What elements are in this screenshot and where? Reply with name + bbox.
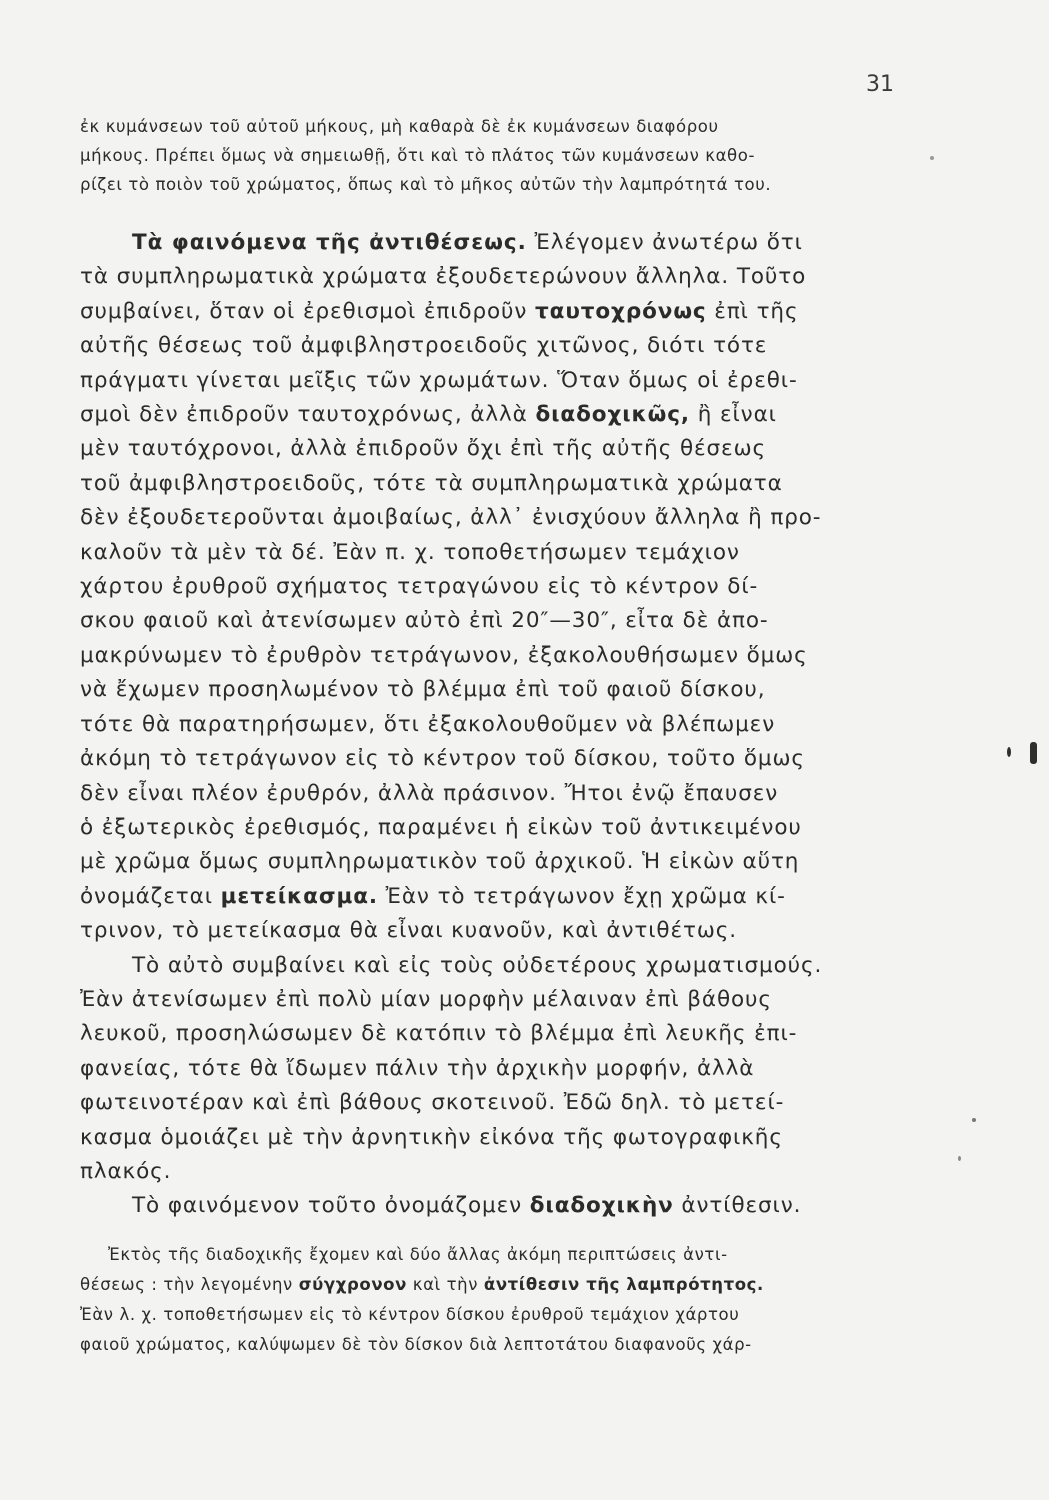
text-line: καλοῦν τὰ μὲν τὰ δέ. Ἐὰν π. χ. τοποθετήσωμεν τεμάχιον <box>80 539 740 565</box>
footnote <box>80 1240 920 1360</box>
text-line: δὲν ἐξουδετεροῦνται ἀμοιβαίως, ἀλλ᾽ ἐνισχύουν ἄλληλα ἢ προ- <box>80 505 822 531</box>
text-span: ὀνομάζεται <box>80 883 221 909</box>
text-span: ἢ εἶναι <box>689 402 777 428</box>
main-text <box>80 226 920 1224</box>
text-line: χάρτου ἐρυθροῦ σχήματος τετραγώνου εἰς τὸ κέντρον δί- <box>80 574 759 600</box>
page-number: 31 <box>866 72 894 97</box>
scan-speck <box>1007 747 1011 757</box>
text-span: συμβαίνει, ὅταν οἱ ἐρεθισμοὶ ἐπιδροῦν <box>80 298 536 324</box>
text-line <box>80 398 920 432</box>
section-heading-line <box>80 226 920 260</box>
text-line: φανείας, τότε θὰ ἴδωμεν πάλιν τὴν ἀρχικὴν μορφήν, ἀλλὰ <box>80 1055 755 1081</box>
emphasis-term: ταυτοχρόνως <box>535 298 707 324</box>
text-line: ρίζει τὸ ποιὸν τοῦ χρώματος, ὅπως καὶ τὸ μῆκος αὐτῶν τὴν λαμπρότητά του. <box>80 175 772 194</box>
intro-paragraph <box>80 112 920 199</box>
text-span: σμοὶ δὲν ἐπιδροῦν ταυτοχρόνως, ἀλλὰ <box>80 402 536 428</box>
scan-speck <box>930 156 934 160</box>
footnote-line: Ἐὰν λ. χ. τοποθετήσωμεν εἰς τὸ κέντρον δίσκου ἐρυθροῦ τεμάχιον χάρτου <box>80 1305 740 1324</box>
emphasis-term: μετείκασμα. <box>220 883 378 909</box>
text-line: πλακός. <box>80 1158 172 1184</box>
text-line: λευκοῦ, προσηλώσωμεν δὲ κατόπιν τὸ βλέμμα ἐπὶ λευκῆς ἐπι- <box>80 1021 798 1047</box>
text-line: ὁ ἐξωτερικὸς ἐρεθισμός, παραμένει ἡ εἰκὼν τοῦ ἀντικειμένου <box>80 814 802 840</box>
text-line: ἐκ κυμάνσεων τοῦ αὐτοῦ μήκους, μὴ καθαρὰ δὲ ἐκ κυμάνσεων διαφόρου <box>80 117 719 136</box>
scan-speck <box>958 1156 961 1161</box>
section-heading: Τὰ φαινόμενα τῆς ἀντιθέσεως. <box>132 230 527 255</box>
scan-speck <box>972 1118 976 1122</box>
footnote-line: φαιοῦ χρώματος, καλύψωμεν δὲ τὸν δίσκον διὰ λεπτοτάτου διαφανοῦς χάρ- <box>80 1335 752 1354</box>
text-line <box>80 295 920 329</box>
text-line: μήκους. Πρέπει ὅμως νὰ σημειωθῇ, ὅτι καὶ τὸ πλάτος τῶν κυμάνσεων καθο- <box>80 146 755 165</box>
text-line: τότε θὰ παρατηρήσωμεν, ὅτι ἐξακολουθοῦμεν νὰ βλέπωμεν <box>80 711 776 737</box>
text-line: σκου φαιοῦ καὶ ἀτενίσωμεν αὐτὸ ἐπὶ 20″—30″, εἶτα δὲ ἀπο- <box>80 608 769 634</box>
scan-speck <box>1030 742 1037 764</box>
text-line: αὐτῆς θέσεως τοῦ ἀμφιβληστροειδοῦς χιτῶνος, διότι τότε <box>80 333 768 359</box>
text-span: θέσεως : τὴν λεγομένην <box>80 1275 299 1294</box>
text-line: πράγματι γίνεται μεῖξις τῶν χρωμάτων. Ὅταν ὅμως οἱ ἐρεθι- <box>80 367 798 393</box>
text-line: τὰ συμπληρωματικὰ χρώματα ἐξουδετερώνουν ἄλληλα. Τοῦτο <box>80 264 807 290</box>
text-span: Τὸ φαινόμενον τοῦτο ὀνομάζομεν <box>132 1193 530 1219</box>
text-line: Ἐὰν ἀτενίσωμεν ἐπὶ πολὺ μίαν μορφὴν μέλαιναν ἐπὶ βάθους <box>80 986 772 1012</box>
text-line <box>80 1189 920 1223</box>
text-line: Τὸ αὐτὸ συμβαίνει καὶ εἰς τοὺς οὐδετέρους χρωματισμούς. <box>132 952 823 978</box>
text-line <box>80 880 920 914</box>
text-span: Ἐὰν τὸ τετράγωνον ἔχῃ χρῶμα κί- <box>377 883 786 909</box>
text-line: μὲ χρῶμα ὅμως συμπληρωματικὸν τοῦ ἀρχικοῦ. Ἡ εἰκὼν αὕτη <box>80 849 800 875</box>
text-span: ἀντίθεσιν. <box>673 1193 802 1219</box>
text-line: φωτεινοτέραν καὶ ἐπὶ βάθους σκοτεινοῦ. Ἐδῶ δηλ. τὸ μετεί- <box>80 1090 785 1116</box>
footnote-line: Ἐκτὸς τῆς διαδοχικῆς ἔχομεν καὶ δύο ἄλλας ἀκόμη περιπτώσεις ἀντι- <box>108 1245 728 1264</box>
text-span: ἐπὶ τῆς <box>706 298 799 324</box>
text-line: τοῦ ἀμφιβληστροειδοῦς, τότε τὰ συμπληρωματικὰ χρώματα <box>80 470 783 496</box>
text-span: καὶ τὴν <box>406 1275 484 1294</box>
text-line: μὲν ταυτόχρονοι, ἀλλὰ ἐπιδροῦν ὄχι ἐπὶ τῆς αὐτῆς θέσεως <box>80 436 766 462</box>
text-line: κασμα ὁμοιάζει μὲ τὴν ἀρνητικὴν εἰκόνα τῆς φωτογραφικῆς <box>80 1124 783 1150</box>
text-line: μακρύνωμεν τὸ ἐρυθρὸν τετράγωνον, ἐξακολουθήσωμεν ὅμως <box>80 642 808 668</box>
emphasis-term: διαδοχικῶς, <box>535 402 690 428</box>
emphasis-term: σύγχρονον <box>298 1275 407 1294</box>
footnote-line <box>80 1270 920 1300</box>
text-line: δὲν εἶναι πλέον ἐρυθρόν, ἀλλὰ πράσινον. Ἤτοι ἐνῷ ἔπαυσεν <box>80 780 779 806</box>
emphasis-term: διαδοχικὴν <box>529 1193 674 1219</box>
emphasis-term: ἀντίθεσιν τῆς λαμπρότητος. <box>483 1275 764 1294</box>
text-span: Ἐλέγομεν ἀνωτέρω ὅτι <box>526 230 803 255</box>
text-line: ἀκόμη τὸ τετράγωνον εἰς τὸ κέντρον τοῦ δίσκου, τοῦτο ὅμως <box>80 746 805 772</box>
text-line: νὰ ἔχωμεν προσηλωμένον τὸ βλέμμα ἐπὶ τοῦ φαιοῦ δίσκου, <box>80 677 766 703</box>
text-line: τρινον, τὸ μετείκασμα θὰ εἶναι κυανοῦν, καὶ ἀντιθέτως. <box>80 918 737 944</box>
